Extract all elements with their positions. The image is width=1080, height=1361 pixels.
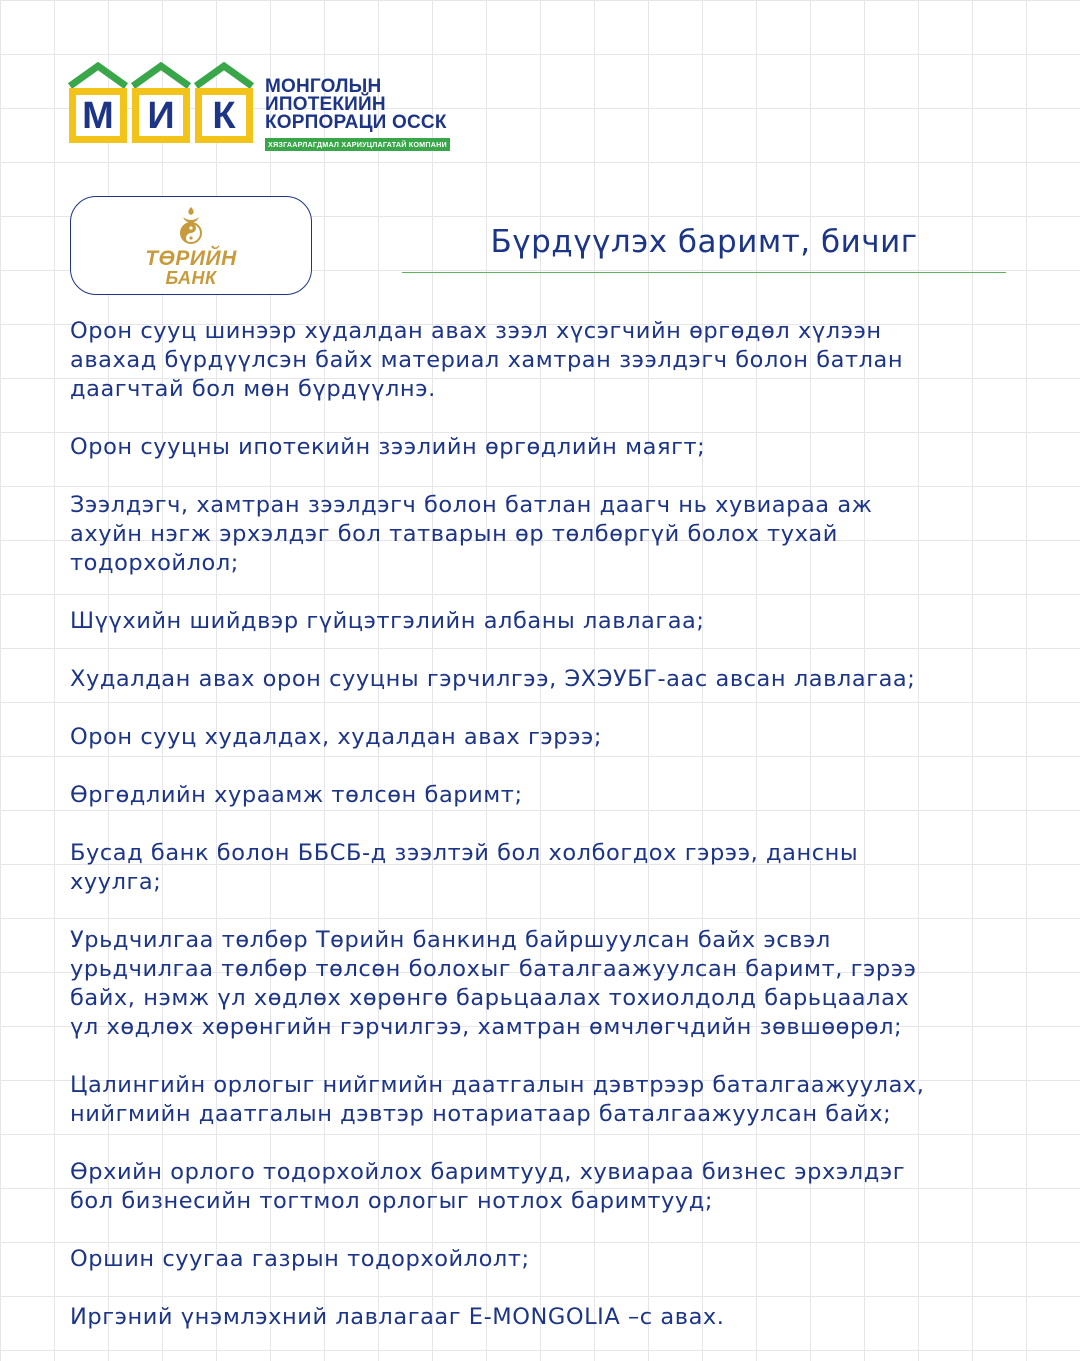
title-divider — [402, 272, 1006, 273]
document-item: Шүүхийн шийдвэр гүйцэтгэлийн албаны лавлагаа; — [70, 608, 705, 634]
document-item: Иргэний үнэмлэхний лавлагааг E-MONGOLIA –с авах. — [70, 1304, 725, 1330]
section-title: Бүрдүүлэх баримт, бичиг — [490, 224, 918, 260]
document-item: Бусад банк болон ББСБ-д зээлтэй бол холбогдох гэрээ, дансны хуулга; — [70, 840, 859, 895]
document-item: Худалдан авах орон сууцны гэрчилгээ, ЭХЭУБГ-аас авсан лавлагаа; — [70, 666, 916, 692]
document-item: Цалингийн орлогыг нийгмийн даатгалын дэвтрээр баталгаажуулах, нийгмийн даатгалын дэвтэр нотариатаар баталгаажуулсан байх; — [70, 1072, 925, 1127]
document-item: Оршин суугаа газрын тодорхойлолт; — [70, 1246, 530, 1272]
logo-wordmark — [265, 78, 465, 151]
document-item: Урьдчилгаа төлбөр Төрийн банкинд байршуулсан байх эсвэл урьдчилгаа төлбөр төлсөн болохыг баталгаажуулсан баримт, гэрээ байх, нэмж үл хөдлөх хөрөнгө барьцаалах тохиолдолд барьцаалах үл хөдлөх хөрөнгийн гэрчилгээ, хамтран өмчлөгчдийн зөвшөөрөл; — [70, 927, 917, 1040]
document-item: Өргөдлийн хураамж төлсөн баримт; — [70, 782, 523, 808]
document-item: Орон сууц шинээр худалдан авах зээл хүсэгчийн өргөдөл хүлээн авахад бүрдүүлсэн байх материал хамтран зээлдэгч болон батлан даагчтай бол мөн бүрдүүлнэ. — [70, 318, 904, 402]
mik-house-icons — [68, 60, 258, 146]
required-documents-list — [70, 317, 1070, 1361]
document-item: Орон сууц худалдах, худалдан авах гэрээ; — [70, 724, 603, 750]
logo-letter-m: М — [82, 95, 114, 137]
logo-line-3: КОРПОРАЦИ ОССК — [265, 112, 447, 133]
mik-logo — [68, 60, 468, 149]
logo-line-1: МОНГОЛЫН — [265, 76, 382, 97]
logo-letter-i: И — [147, 95, 175, 137]
document-item: Зээлдэгч, хамтран зээлдэгч болон батлан даагч нь хувиараа аж ахуйн нэгж эрхэлдэг бол татварын өр төлбөргүй болох тухай тодорхойлол; — [70, 492, 873, 576]
bank-name-line-1: ТӨРИЙН — [145, 247, 237, 270]
logo-subtitle: ХЯЗГААРЛАГДМАЛ ХАРИУЦЛАГАТАЙ КОМПАНИ — [265, 138, 450, 151]
bank-name-line-2: БАНК — [165, 268, 217, 288]
logo-letter-k: К — [212, 95, 236, 137]
document-item: Орон сууцны ипотекийн зээлийн өргөдлийн маягт; — [70, 434, 706, 460]
bank-logo-card — [70, 196, 312, 295]
soyombo-icon — [177, 205, 205, 251]
logo-line-2: ИПОТЕКИЙН — [265, 94, 386, 115]
document-item: Өрхийн орлого тодорхойлох баримтууд, хувиараа бизнес эрхэлдэг бол бизнесийн тогтмол орлогыг нотлох баримтууд; — [70, 1159, 906, 1214]
